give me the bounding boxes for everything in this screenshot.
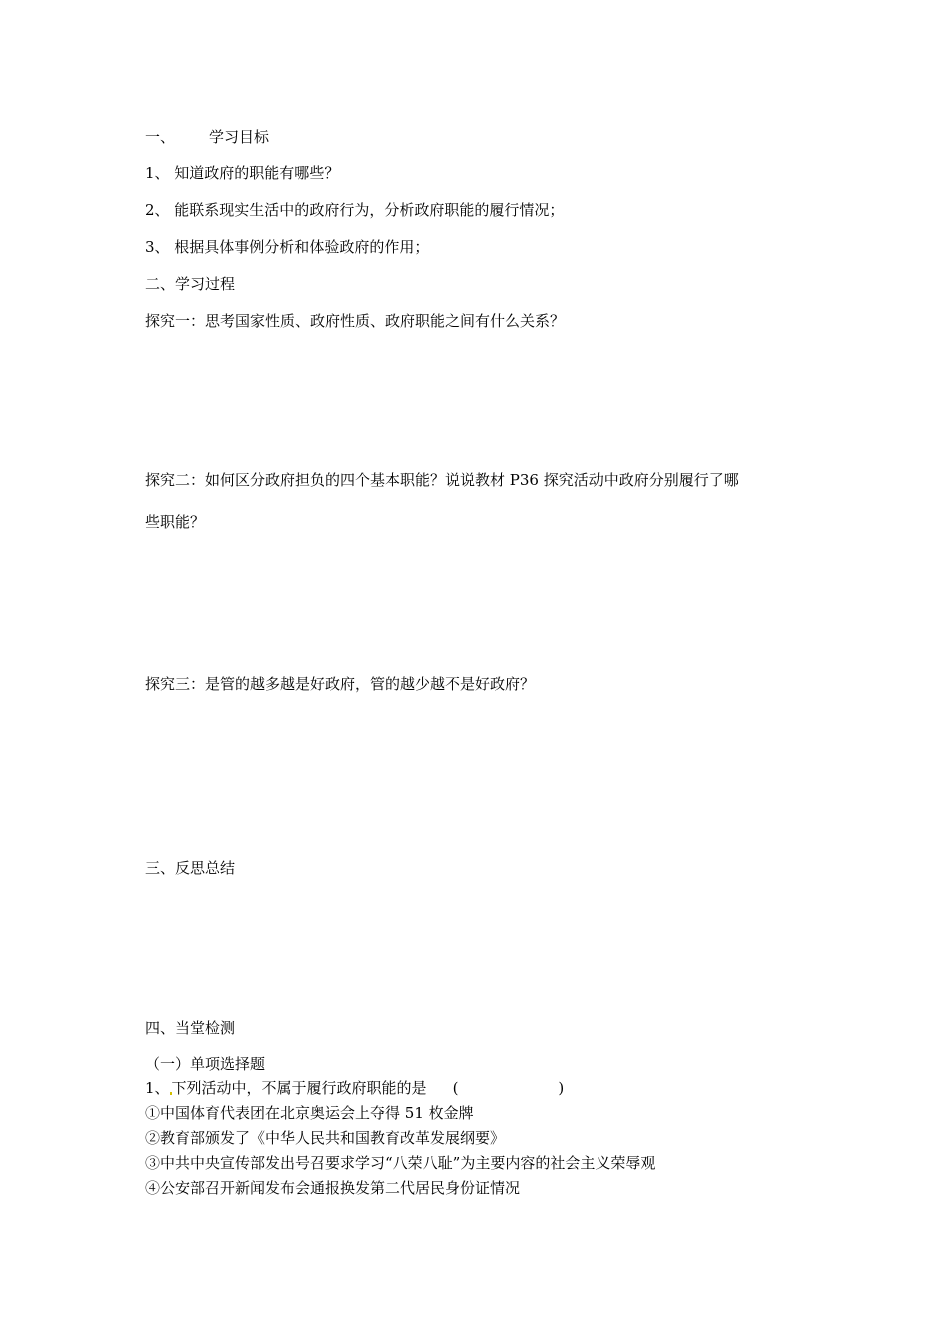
question-1-stem: 下列活动中，不属于履行政府职能的是 <box>171 1079 427 1097</box>
question-1-number: 1、 <box>145 1079 170 1097</box>
answer-paren-close: ) <box>558 1079 565 1097</box>
inquiry-2-line-1: 探究二：如何区分政府担负的四个基本职能？说说教材 P36 探究活动中政府分别履行了哪 <box>145 471 739 489</box>
section2-heading: 二、学习过程 <box>145 275 236 293</box>
inquiry-1: 探究一：思考国家性质、政府性质、政府职能之间有什么关系？ <box>145 312 566 330</box>
option-2: ②教育部颁发了《中华人民共和国教育改革发展纲要》 <box>145 1129 506 1147</box>
section1-number: 一、 <box>145 128 176 146</box>
objective-item-3: 3、 根据具体事例分析和体验政府的作用； <box>145 238 430 256</box>
answer-paren-open: ( <box>452 1079 459 1097</box>
section4-heading: 四、当堂检测 <box>145 1019 236 1037</box>
subsection-single-choice: （一）单项选择题 <box>145 1055 266 1073</box>
section1-heading <box>145 127 269 147</box>
question-1 <box>145 1078 564 1098</box>
objective-item-2: 2、 能联系现实生活中的政府行为，分析政府职能的履行情况； <box>145 201 565 219</box>
section1-title: 学习目标 <box>209 128 270 146</box>
inquiry-3: 探究三：是管的越多越是好政府，管的越少越不是好政府？ <box>145 675 536 693</box>
option-4: ④公安部召开新闻发布会通报换发第二代居民身份证情况 <box>145 1179 521 1197</box>
objective-item-1: 1、 知道政府的职能有哪些？ <box>145 164 340 182</box>
inquiry-2-line-2: 些职能？ <box>145 513 206 531</box>
option-3: ③中共中央宣传部发出号召要求学习“八荣八耻”为主要内容的社会主义荣辱观 <box>145 1154 656 1172</box>
section3-heading: 三、反思总结 <box>145 859 236 877</box>
option-1: ①中国体育代表团在北京奥运会上夺得 51 枚金牌 <box>145 1104 474 1122</box>
